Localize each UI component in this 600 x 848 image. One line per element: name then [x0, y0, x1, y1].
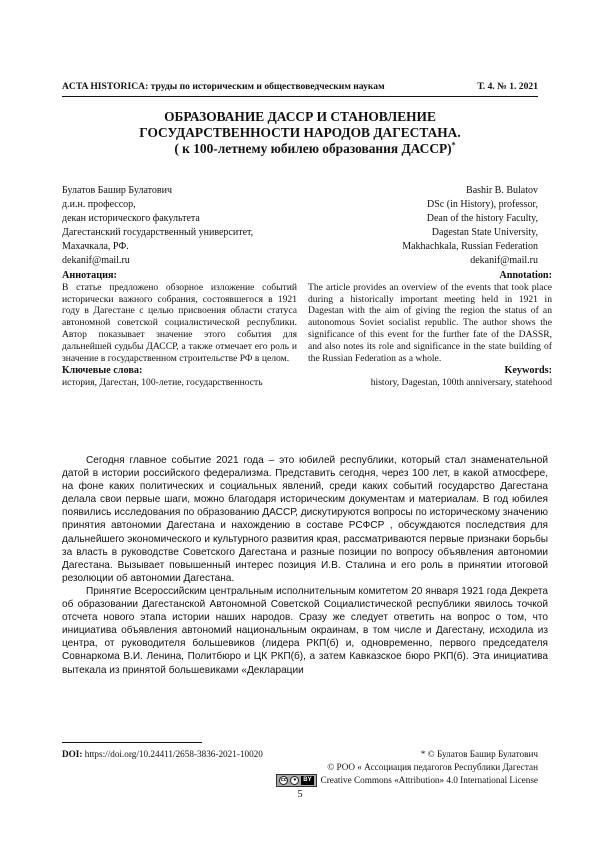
abstract-ru-text: В статье предложено обзорное изложение событий исторически важного собрания, состоявшегося в 1921 году в Дагестане с целью присвоения области статуса автономной советской социалистической республики. Автор показывает значение этого события для дальнейшей судьбы ДАССР, а также отмечает его роль и значение в государственном строительстве РФ в целом.: [62, 281, 297, 364]
cc-by-badge-icon[interactable]: [276, 774, 316, 787]
author-ru-email[interactable]: dekanif@mail.ru: [62, 255, 130, 267]
footnote-rule: [62, 742, 202, 743]
keywords-ru: история, Дагестан, 100-летие, государственность: [62, 377, 263, 389]
license-row: [62, 774, 538, 787]
article-body: [62, 454, 548, 677]
keywords-en-heading: Keywords:: [504, 365, 552, 377]
title-subtitle: ( к 100-летнему юбилею образования ДАССР): [174, 141, 452, 156]
header-rule: [62, 96, 538, 97]
author-ru-affiliation: Дагестанский государственный университет,: [62, 227, 254, 239]
abstract-en-heading: Annotation:: [499, 270, 552, 281]
license-text[interactable]: Creative Commons «Attribution» 4.0 International License: [320, 775, 538, 785]
abstract-ru-heading: Аннотация:: [62, 270, 117, 281]
abstract-en-text: The article provides an overview of the events that took place during a historically important meeting held in 1921 in Dagestan with the aim of giving the region the status of an autonomous Soviet socialist republic. The author shows the significance of this event for the further fate of the DASSR, and also notes its role and significance in the state building of the Russian Federation as a whole.: [308, 281, 552, 364]
journal-name: ACTA HISTORICA: труды по историческим и обществоведческим наукам: [62, 81, 385, 92]
body-paragraph-2: Принятие Всероссийским центральным исполнительным комитетом 20 января 1921 года Декрета об образовании Дагестанской Автономной Советской Социалистической республики явилось точкой отсчета нового этапа истории наших народов. Сразу же следует ответить на вопрос о том, что инициатива объявления автономий национальным окраинам, в том числе и Дагестану, исходила из центра, от руководителя большевиков (лидера РКП(б) и, одновременно, первого председателя Совнаркома В.И. Ленина, Политбюро и ЦК РКП(б), а затем Кавказское бюро РКП(б). Эта инициатива вытекала из принятой большевиками «Декларации: [62, 585, 548, 676]
keywords-en: history, Dagestan, 100th anniversary, statehood: [370, 377, 552, 389]
author-en-name: Bashir B. Bulatov: [466, 185, 538, 196]
author-ru-degree: д.и.н. профессор,: [62, 199, 136, 211]
title-line-1: ОБРАЗОВАНИЕ ДАССР И СТАНОВЛЕНИЕ: [164, 109, 436, 124]
author-en-city: Makhachkala, Russian Federation: [402, 241, 538, 253]
author-ru-name: Булатов Башир Булатович: [62, 185, 172, 196]
doi: [62, 748, 263, 761]
abstract-en: [308, 270, 552, 389]
doi-link[interactable]: https://doi.org/10.24411/2658-3836-2021-10020: [84, 749, 263, 759]
author-en-degree: DSc (in History), professor,: [427, 199, 538, 211]
author-ru-city: Махачкала, РФ.: [62, 241, 129, 253]
author-en: [258, 184, 538, 269]
footnote-mark: *: [451, 140, 456, 150]
author-en-affiliation: Dagestan State University,: [431, 227, 538, 239]
keywords-ru-heading: Ключевые слова:: [62, 365, 143, 377]
article-title: [80, 109, 520, 157]
author-en-position: Dean of the history Faculty,: [426, 213, 538, 225]
copyright-author: * © Булатов Башир Булатович: [420, 749, 538, 759]
body-paragraph-1: Сегодня главное событие 2021 года – это юбилей республики, который стал знаменательной датой в истории российского федерализма. Представить сегодня, через 100 лет, в какой атмосфере, на фоне каких политических и социальных явлений, среди каких событий государство Дагестана делала свои первые шаги, можно благодаря историческим документам и материалам. В год юбилея появились исследования по образованию ДАССР, дискутируются вопросы по историческому значению принятия автономии Дагестана и нахождению в составе РСФСР , обсуждаются последствия для дальнейшего экономического и культурного развития края, рассматриваются первые признаки борьбы за власть в руководстве Советского Дагестана и разные позиции по вопросу объявления автономии Дагестана. Вызывает повышенный интерес позиция И.В. Сталина и его роль в принятии итоговой резолюции об автономии Дагестана.: [62, 455, 548, 584]
page-footer: [62, 748, 538, 787]
page-number: 5: [297, 789, 303, 800]
title-line-3: [80, 141, 520, 157]
running-header: [62, 81, 538, 92]
copyright-org: © РОО « Ассоциация педагогов Республики Дагестан: [327, 762, 538, 772]
doi-label: DOI:: [62, 749, 83, 759]
abstract-ru: [62, 270, 297, 389]
author-ru-position: декан исторического факультета: [62, 213, 200, 225]
author-en-email[interactable]: dekanif@mail.ru: [470, 255, 538, 267]
doi-row: [62, 748, 538, 761]
title-line-2: ГОСУДАРСТВЕННОСТИ НАРОДОВ ДАГЕСТАНА.: [139, 125, 461, 140]
person-icon: ●: [290, 776, 299, 785]
volume-issue: Т. 4. № 1. 2021: [477, 81, 538, 92]
by-label: BY: [303, 777, 312, 783]
cc-logo-icon: cc: [280, 777, 287, 783]
